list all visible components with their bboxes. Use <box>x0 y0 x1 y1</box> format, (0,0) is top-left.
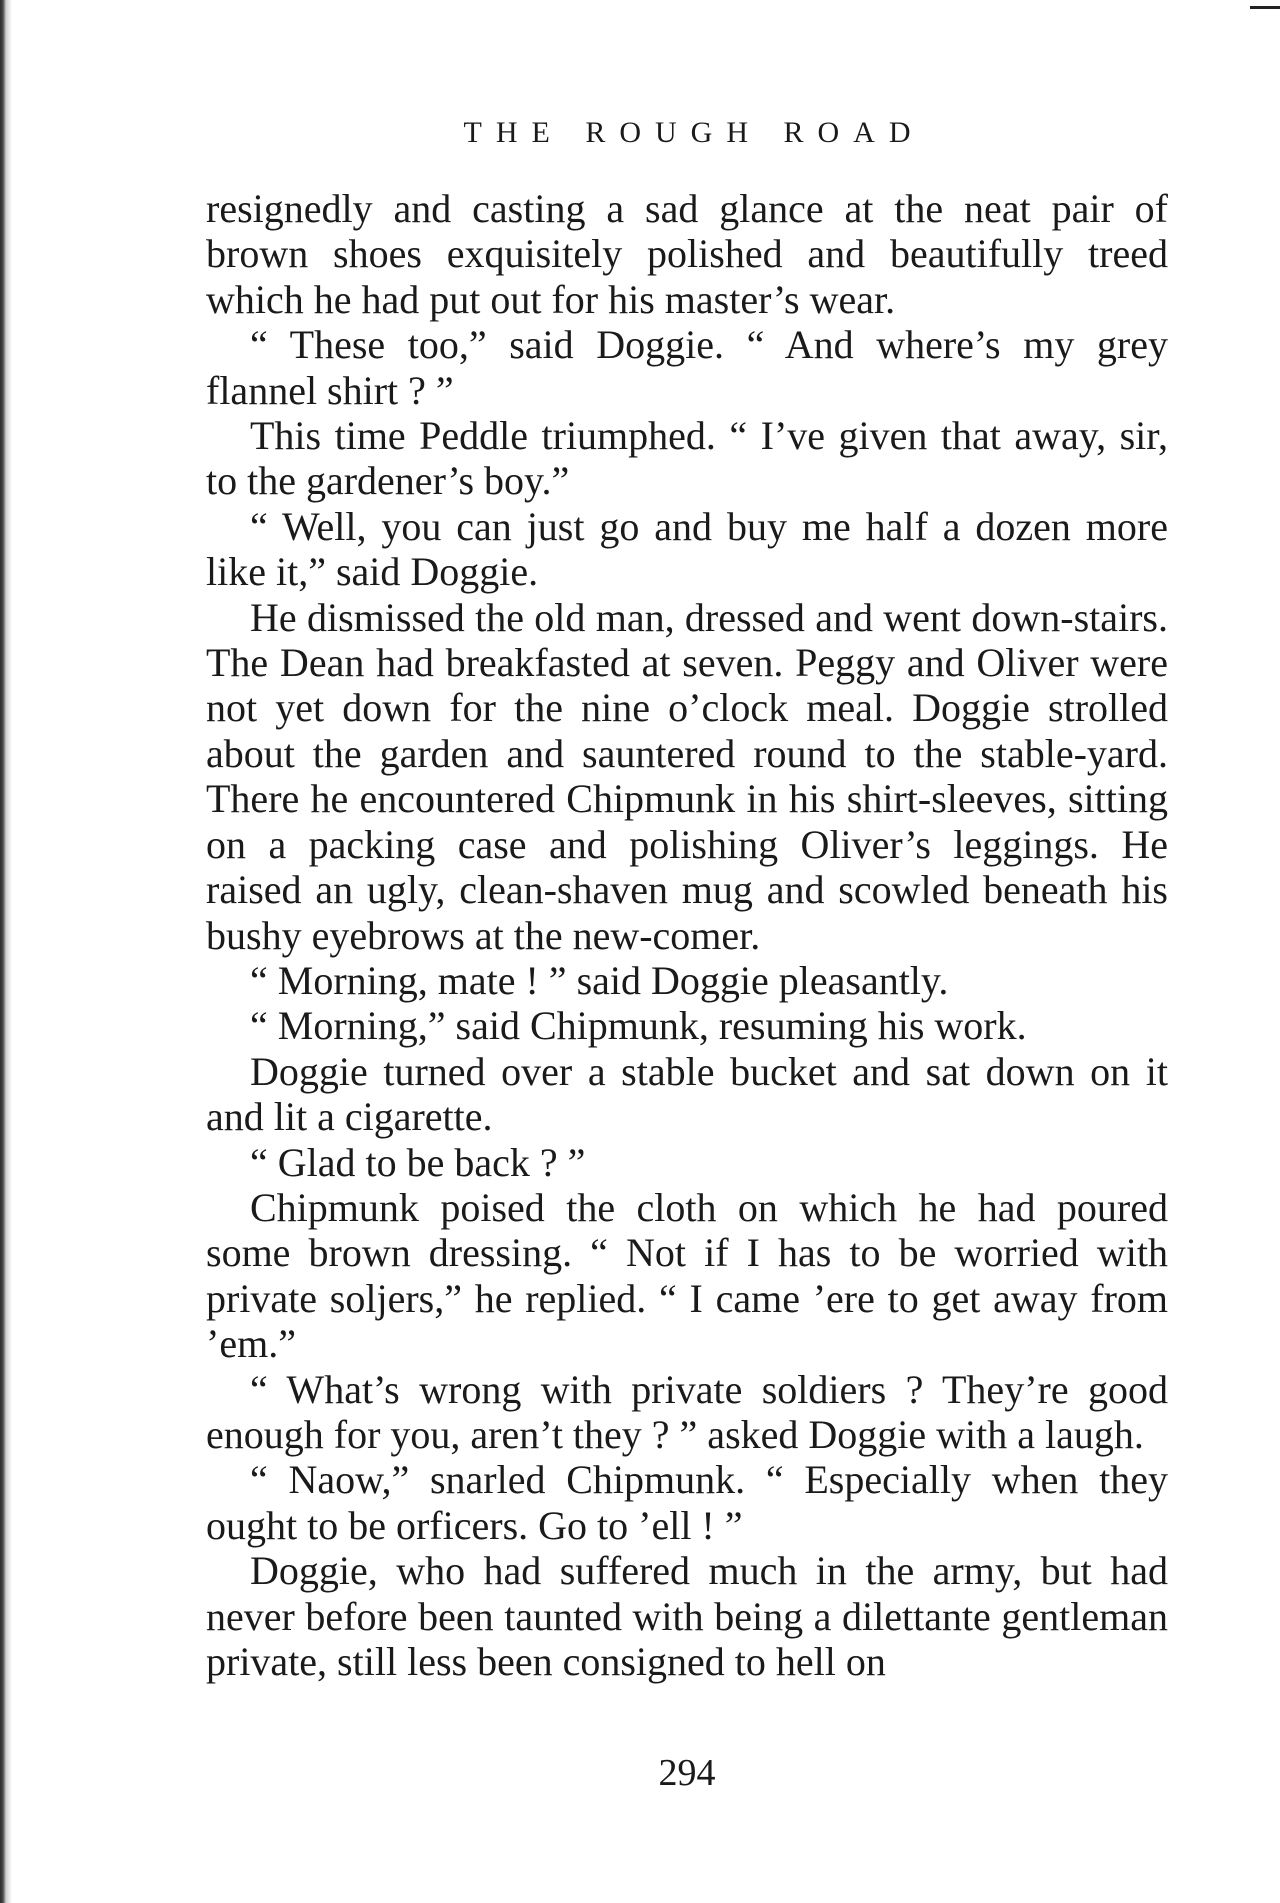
paragraph: This time Peddle triumphed. “ I’ve given that away, sir, to the gardener’s boy.” <box>206 413 1168 504</box>
paragraph: Doggie turned over a stable bucket and sat down on it and lit a cigarette. <box>206 1048 1168 1140</box>
paragraph: “ Morning, mate ! ” said Doggie pleasantly. <box>250 957 949 1003</box>
paragraph: “ These too,” said Doggie. “ And where’s my grey flannel shirt ? ” <box>206 322 1168 413</box>
paragraph: resignedly and casting a sad glance at the neat pair of brown shoes exquisitely polished and beautifully treed which he had put out for his master’s wear. <box>206 186 1168 322</box>
scan-edge-mark <box>1250 6 1280 9</box>
page-body <box>206 186 1168 1684</box>
paragraph: “ Morning,” said Chipmunk, resuming his work. <box>250 1003 1027 1049</box>
paragraph: Doggie, who had suffered much in the army, but had never before been taunted with being a dilettante gentleman private, still less been consigned to hell on <box>206 1548 1168 1684</box>
paragraph: Chipmunk poised the cloth on which he had poured some brown dressing. “ Not if I has to be worried with private soljers,” he replied. “ I came ’ere to get away from ’em.” <box>206 1184 1168 1367</box>
book-page <box>206 116 1168 1794</box>
paragraph: He dismissed the old man, dressed and went down-stairs. The Dean had breakfasted at seven. Peggy and Oliver were not yet down for the nine o’clock meal. Doggie strolled about the garden and sauntered round to the stable-yard. There he encountered Chipmunk in his shirt-sleeves, sitting on a packing case and polishing Oliver’s leggings. He raised an ugly, clean-shaven mug and scowled beneath his bushy eyebrows at the new-comer. <box>206 594 1168 958</box>
page-number: 294 <box>658 1752 716 1794</box>
paragraph: “ Glad to be back ? ” <box>250 1139 586 1185</box>
scan-edge-left <box>0 0 12 1903</box>
running-head: THE ROUGH ROAD <box>463 116 925 149</box>
paragraph: “ Well, you can just go and buy me half a dozen more like it,” said Doggie. <box>206 503 1168 595</box>
paragraph: “ What’s wrong with private soldiers ? They’re good enough for you, aren’t they ? ” asked Doggie with a laugh. <box>206 1366 1168 1457</box>
paragraph: “ Naow,” snarled Chipmunk. “ Especially when they ought to be orficers. Go to ’ell ! ” <box>206 1457 1168 1548</box>
